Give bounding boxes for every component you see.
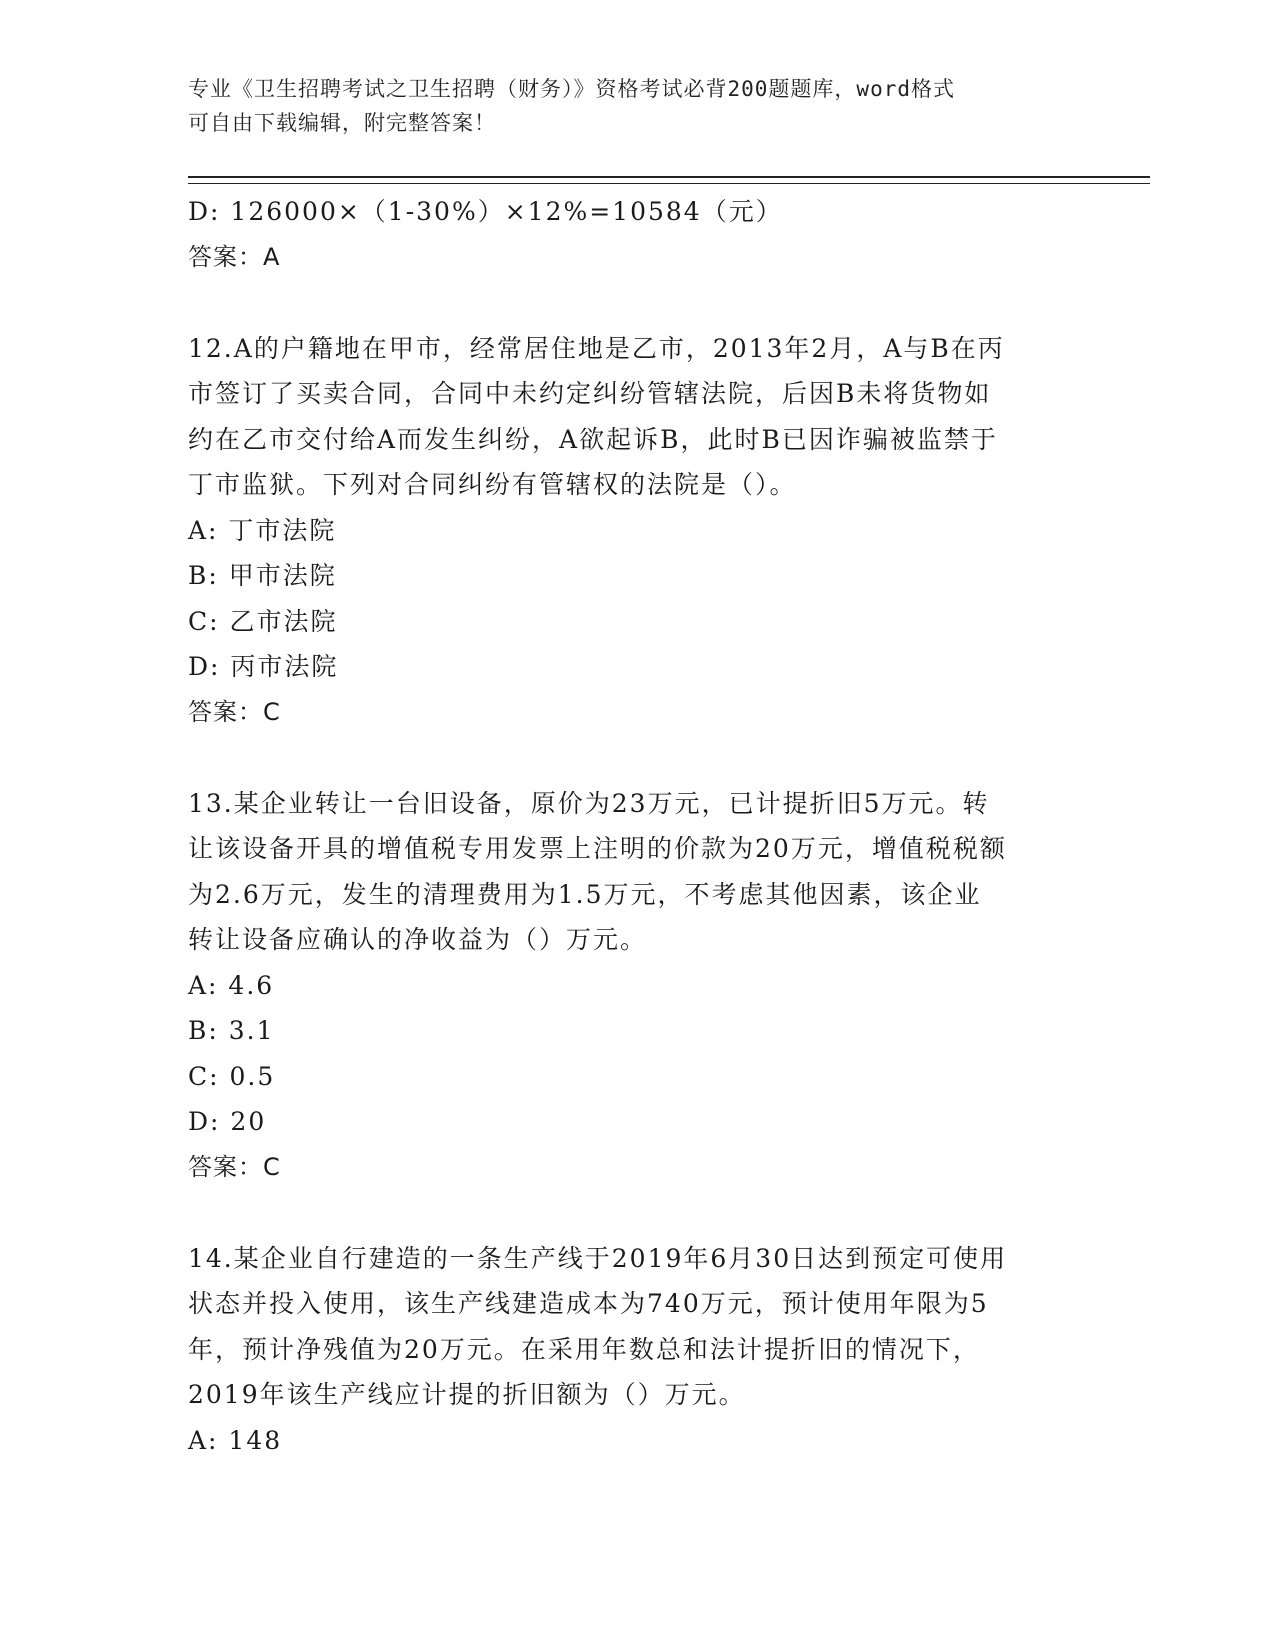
option-a: A: 丁市法院	[188, 515, 337, 545]
question-13	[188, 781, 1068, 1191]
option-b: B: 甲市法院	[188, 561, 337, 590]
option-d: D: 丙市法院	[188, 652, 339, 681]
option-a: A: 4.6	[188, 970, 275, 1000]
question-text-line: 状态并投入使用，该生产线建造成本为740万元，预计使用年限为5	[188, 1289, 989, 1318]
header-line-1: 专业《卫生招聘考试之卫生招聘（财务）》资格考试必背200题题库，word格式	[188, 77, 955, 101]
spacer	[188, 280, 1068, 326]
option-b: B: 3.1	[188, 1016, 275, 1045]
question-12	[188, 326, 1068, 736]
header-divider	[188, 176, 1150, 184]
answer: 答案：C	[188, 697, 281, 726]
question-text-line: 2019年该生产线应计提的折旧额为（）万元。	[188, 1380, 746, 1409]
header-line-2: 可自由下载编辑，附完整答案！	[188, 111, 496, 135]
question-text-line: 约在乙市交付给A而发生纠纷，A欲起诉B，此时B已因诈骗被监禁于	[188, 424, 998, 454]
question-14	[188, 1236, 1068, 1464]
question-text-line: 为2.6万元，发生的清理费用为1.5万元，不考虑其他因素，该企业	[188, 879, 982, 909]
spacer	[188, 735, 1068, 781]
page-header	[188, 72, 1068, 140]
question-text-line: 12.A的户籍地在甲市，经常居住地是乙市，2013年2月，A与B在丙	[188, 333, 1005, 363]
question-11-tail	[188, 189, 1068, 280]
option-d: D: 20	[188, 1107, 267, 1136]
question-text-line: 年，预计净残值为20万元。在采用年数总和法计提折旧的情况下，	[188, 1334, 980, 1364]
spacer	[188, 1190, 1068, 1236]
answer: 答案：C	[188, 1152, 281, 1181]
question-text-line: 13.某企业转让一台旧设备，原价为23万元，已计提折旧5万元。转	[188, 788, 990, 818]
option-d: D: 126000×（1-30%）×12%=10584（元）	[188, 197, 783, 226]
question-text-line: 14.某企业自行建造的一条生产线于2019年6月30日达到预定可使用	[188, 1243, 1008, 1273]
question-text-line: 转让设备应确认的净收益为（）万元。	[188, 925, 648, 954]
option-c: C: 0.5	[188, 1061, 276, 1091]
option-c: C: 乙市法院	[188, 606, 338, 636]
option-a: A: 148	[188, 1425, 283, 1455]
answer: 答案：A	[188, 242, 281, 271]
question-text-line: 市签订了买卖合同，合同中未约定纠纷管辖法院，后因B未将货物如	[188, 379, 992, 408]
question-text-line: 让该设备开具的增值税专用发票上注明的价款为20万元，增值税税额	[188, 834, 1007, 863]
document-body	[188, 189, 1068, 1463]
question-text-line: 丁市监狱。下列对合同纠纷有管辖权的法院是（）。	[188, 470, 797, 499]
